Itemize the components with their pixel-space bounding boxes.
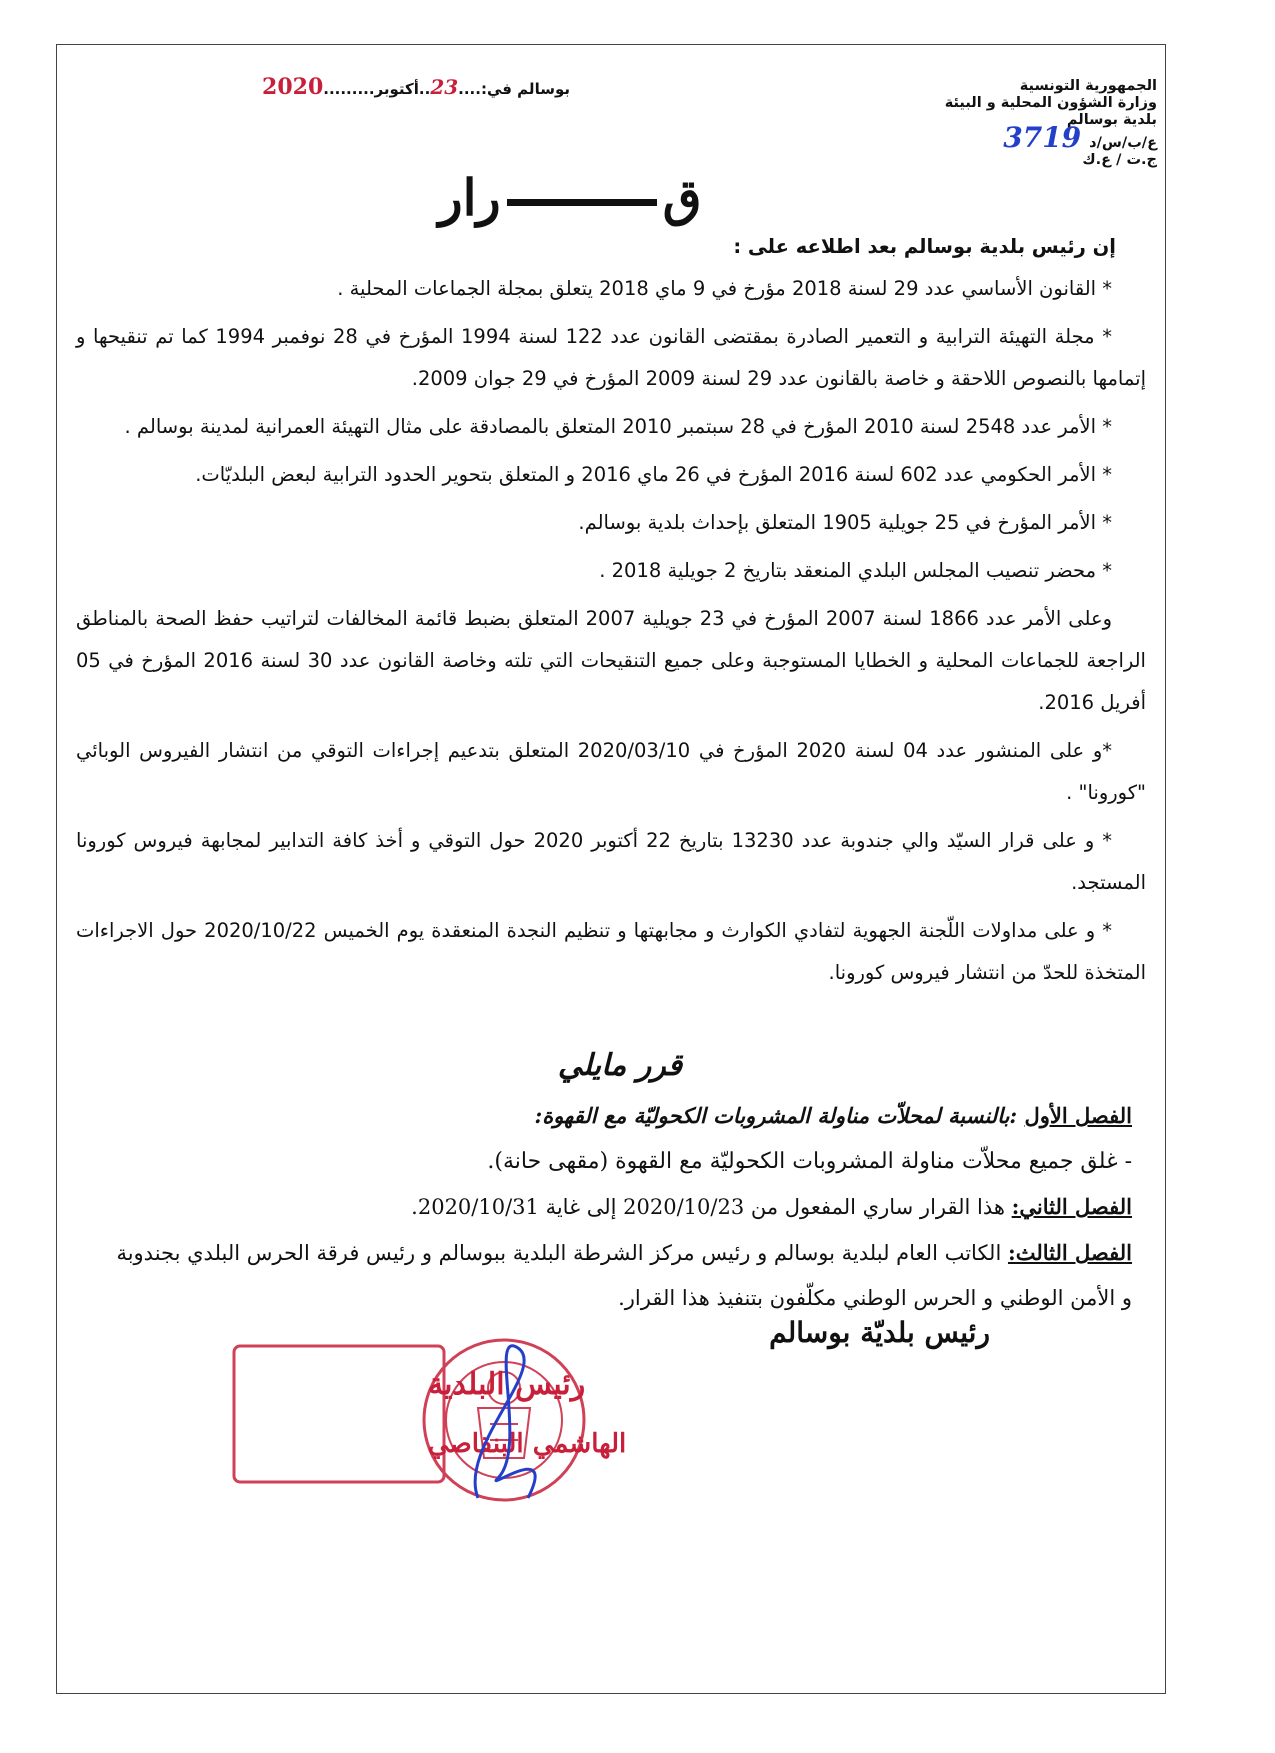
article-2-label: الفصل الثاني: xyxy=(1011,1194,1132,1219)
document-title xyxy=(400,168,740,227)
handwritten-ref-number: 3719 xyxy=(1003,121,1082,154)
citation-6: * محضر تنصيب المجلس البلدي المنعقد بتاريخ 2 جويلية 2018 . xyxy=(599,559,1112,582)
article-3-body: الكاتب العام لبلدية بوسالم و رئيس مركز الشرطة البلدية ببوسالم و رئيس فرقة الحرس البلدي بجندوبة و الأمن الوطني و الحرس الوطني مكلّفون بتنفيذ هذا القرار. xyxy=(116,1241,1132,1310)
dateline: بوسالم في:....23..أكتوبر.........2020 xyxy=(262,74,570,100)
dateline-day: 23 xyxy=(430,75,459,99)
title-kashida xyxy=(507,199,657,206)
header-ref-code: ع/ب/س/د xyxy=(1089,135,1157,151)
citation-7: وعلى الأمر عدد 1866 لسنة 2007 المؤرخ في 23 جويلية 2007 المتعلق بضبط قائمة المخالفات لتراتيب حفظ الصحة بالمناطق الراجعة للجماعات المحلية و الخطايا المستوجبة وعلى جميع التنقيحات التي تلته وخاصة القانون عدد 30 لسنة 2016 المؤرخ في 05 أفريل 2016. xyxy=(76,607,1146,714)
stamp-line-1: رئيس البلدية xyxy=(428,1367,586,1402)
article-3-label: الفصل الثالث: xyxy=(1007,1240,1132,1265)
articles xyxy=(112,1093,1132,1321)
article-1-label: الفصل الأول xyxy=(1024,1103,1132,1128)
article-2 xyxy=(112,1184,1132,1230)
citation-10: * و على مداولات اللّجنة الجهوية لتفادي الكوارث و مجابهتها و تنظيم النجدة المنعقدة يوم الخميس 2020/10/22 حول الاجراءات المتخذة للحدّ من انتشار فيروس كورونا. xyxy=(76,919,1146,984)
official-stamp xyxy=(228,1328,628,1508)
signer-title: رئيس بلديّة بوسالم xyxy=(769,1316,990,1349)
article-1-heading xyxy=(112,1093,1132,1139)
title-rest: رار xyxy=(438,168,501,227)
citation-2: * مجلة التهيئة الترابية و التعمير الصادرة بمقتضى القانون عدد 122 لسنة 1994 المؤرخ في 28 نوفمبر 1994 كما تم تنقيحها و إتمامها بالنصوص اللاحقة و خاصة بالقانون عدد 29 لسنة 2009 المؤرخ في 29 جوان 2009. xyxy=(76,325,1146,390)
header-municipality: بلدية بوسالم xyxy=(1066,112,1157,128)
citation-5: * الأمر المؤرخ في 25 جويلية 1905 المتعلق بإحداث بلدية بوسالم. xyxy=(578,511,1112,534)
header-ministry: وزارة الشؤون المحلية و البيئة xyxy=(944,95,1157,111)
citation-3: * الأمر عدد 2548 لسنة 2010 المؤرخ في 28 سبتمبر 2010 المتعلق بالمصادقة على مثال التهيئة العمرانية لمدينة بوسالم . xyxy=(124,415,1112,438)
article-3 xyxy=(112,1230,1132,1321)
article-2-body: هذا القرار ساري المفعول من 2020/10/23 إلى غاية 2020/10/31. xyxy=(411,1195,1012,1219)
header-ref-line xyxy=(897,121,1157,154)
stamp-line-2: الهاشمي البنقاصي xyxy=(428,1429,627,1459)
citation-8: *و على المنشور عدد 04 لسنة 2020 المؤرخ في 2020/03/10 المتعلق بتدعيم إجراءات التوقي من انتشار الفيروس الوبائي "كورونا" . xyxy=(76,739,1146,804)
dateline-month: أكتوبر xyxy=(374,80,419,98)
citation-9: * و على قرار السيّد والي جندوبة عدد 13230 بتاريخ 22 أكتوبر 2020 حول التوقي و أخذ كافة التدابير لمجابهة فيروس كورونا المستجد. xyxy=(76,829,1146,894)
header-dept: ج.ت / ع.ك xyxy=(1082,152,1157,168)
preamble-intro: إن رئيس بلدية بوسالم بعد اطلاعه على : xyxy=(733,235,1116,258)
decided-heading-text: قرر مايلي xyxy=(557,1048,683,1083)
dateline-place: بوسالم في: xyxy=(480,80,570,98)
citation-4: * الأمر الحكومي عدد 602 لسنة 2016 المؤرخ في 26 ماي 2016 و المتعلق بتحوير الحدود الترابية لبعض البلديّات. xyxy=(195,463,1112,486)
article-1-body: - غلق جميع محلاّت مناولة المشروبات الكحوليّة مع القهوة (مقهى حانة). xyxy=(487,1149,1132,1174)
preamble xyxy=(76,226,1146,994)
title-first-letter: ق xyxy=(662,168,702,227)
decided-heading xyxy=(380,1048,860,1083)
header-country: الجمهورية التونسية xyxy=(1019,78,1157,94)
dateline-year: 2020 xyxy=(262,74,324,100)
citation-1: * القانون الأساسي عدد 29 لسنة 2018 مؤرخ في 9 ماي 2018 يتعلق بمجلة الجماعات المحلية . xyxy=(337,277,1112,300)
letterhead xyxy=(897,78,1157,169)
article-1-title: :بالنسبة لمحلاّت مناولة المشروبات الكحوليّة مع القهوة: xyxy=(534,1103,1025,1128)
stamp-name-box xyxy=(234,1346,444,1482)
